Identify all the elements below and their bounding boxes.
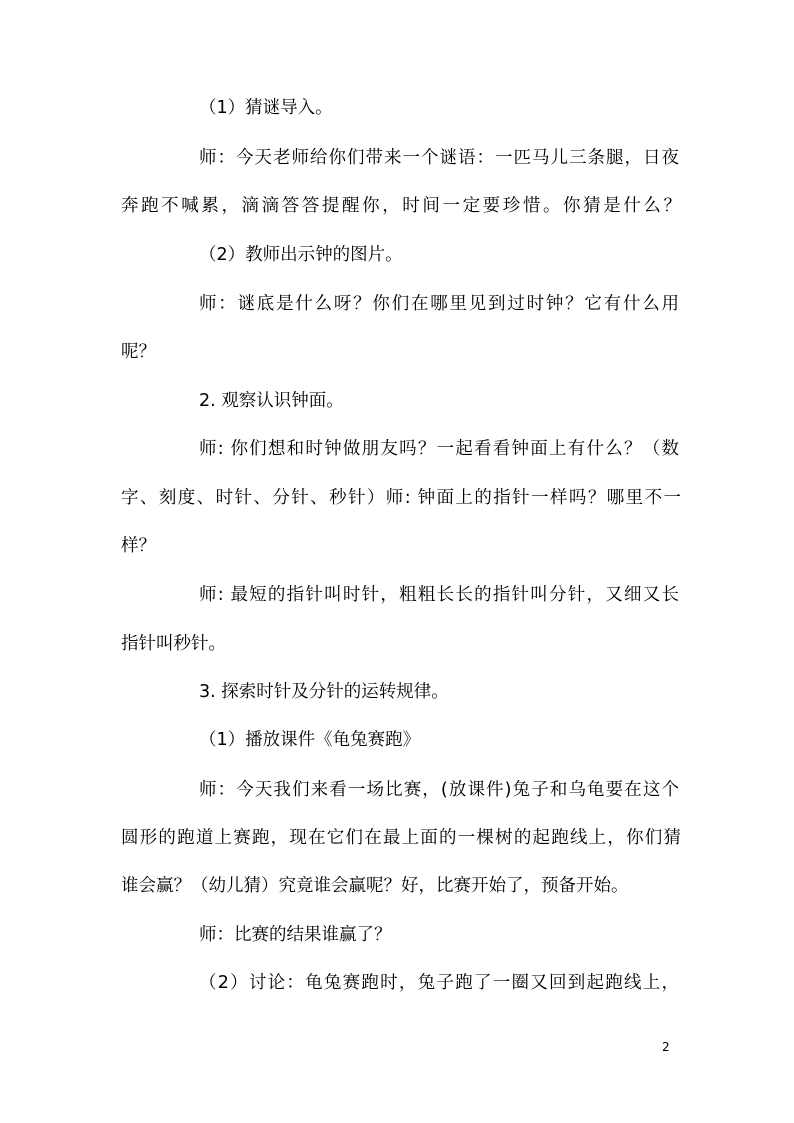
paragraph-line: 指针叫秒针。 <box>121 634 226 654</box>
paragraph-line: 师：今天我们来看一场比赛，(放课件)兔子和乌龟要在这个 <box>199 780 679 800</box>
paragraph-line: （2）教师出示钟的图片。 <box>199 245 403 265</box>
paragraph-line: 圆形的跑道上赛跑，现在它们在最上面的一棵树的起跑线上，你们猜 <box>121 828 681 848</box>
paragraph-line: 谁会赢？（幼儿猜）究竟谁会赢呢？好，比赛开始了，预备开始。 <box>121 876 629 896</box>
paragraph-line: 字、刻度、时针、分针、秒针）师: 钟面上的指针一样吗？哪里不一 <box>121 488 681 508</box>
paragraph-line: （2）讨论：龟兔赛跑时，兔子跑了一圈又回到起跑线上， <box>199 973 679 993</box>
paragraph-line: 奔跑不喊累，滴滴答答提醒你，时间一定要珍惜。你猜是什么？ <box>121 196 681 216</box>
paragraph-line: 师：今天老师给你们带来一个谜语：一匹马儿三条腿，日夜 <box>199 148 679 168</box>
paragraph-line: 师: 最短的指针叫时针，粗粗长长的指针叫分针，又细又长 <box>199 585 679 605</box>
paragraph-line: 师: 你们想和时钟做朋友吗？一起看看钟面上有什么？（数 <box>199 439 679 459</box>
paragraph-line: 师：谜底是什么呀？你们在哪里见到过时钟？它有什么用 <box>199 294 679 314</box>
paragraph-line: （1）猜谜导入。 <box>199 98 333 118</box>
paragraph-line: 样？ <box>121 536 156 556</box>
page-number: 2 <box>662 1040 670 1054</box>
paragraph-line: 呢？ <box>121 342 156 362</box>
section-heading: 3. 探索时针及分针的运转规律。 <box>199 682 449 702</box>
paragraph-line: 师：比赛的结果谁赢了？ <box>199 925 392 945</box>
section-heading: 2. 观察认识钟面。 <box>199 391 344 411</box>
paragraph-line: （1）播放课件《龟兔赛跑》 <box>199 730 421 750</box>
